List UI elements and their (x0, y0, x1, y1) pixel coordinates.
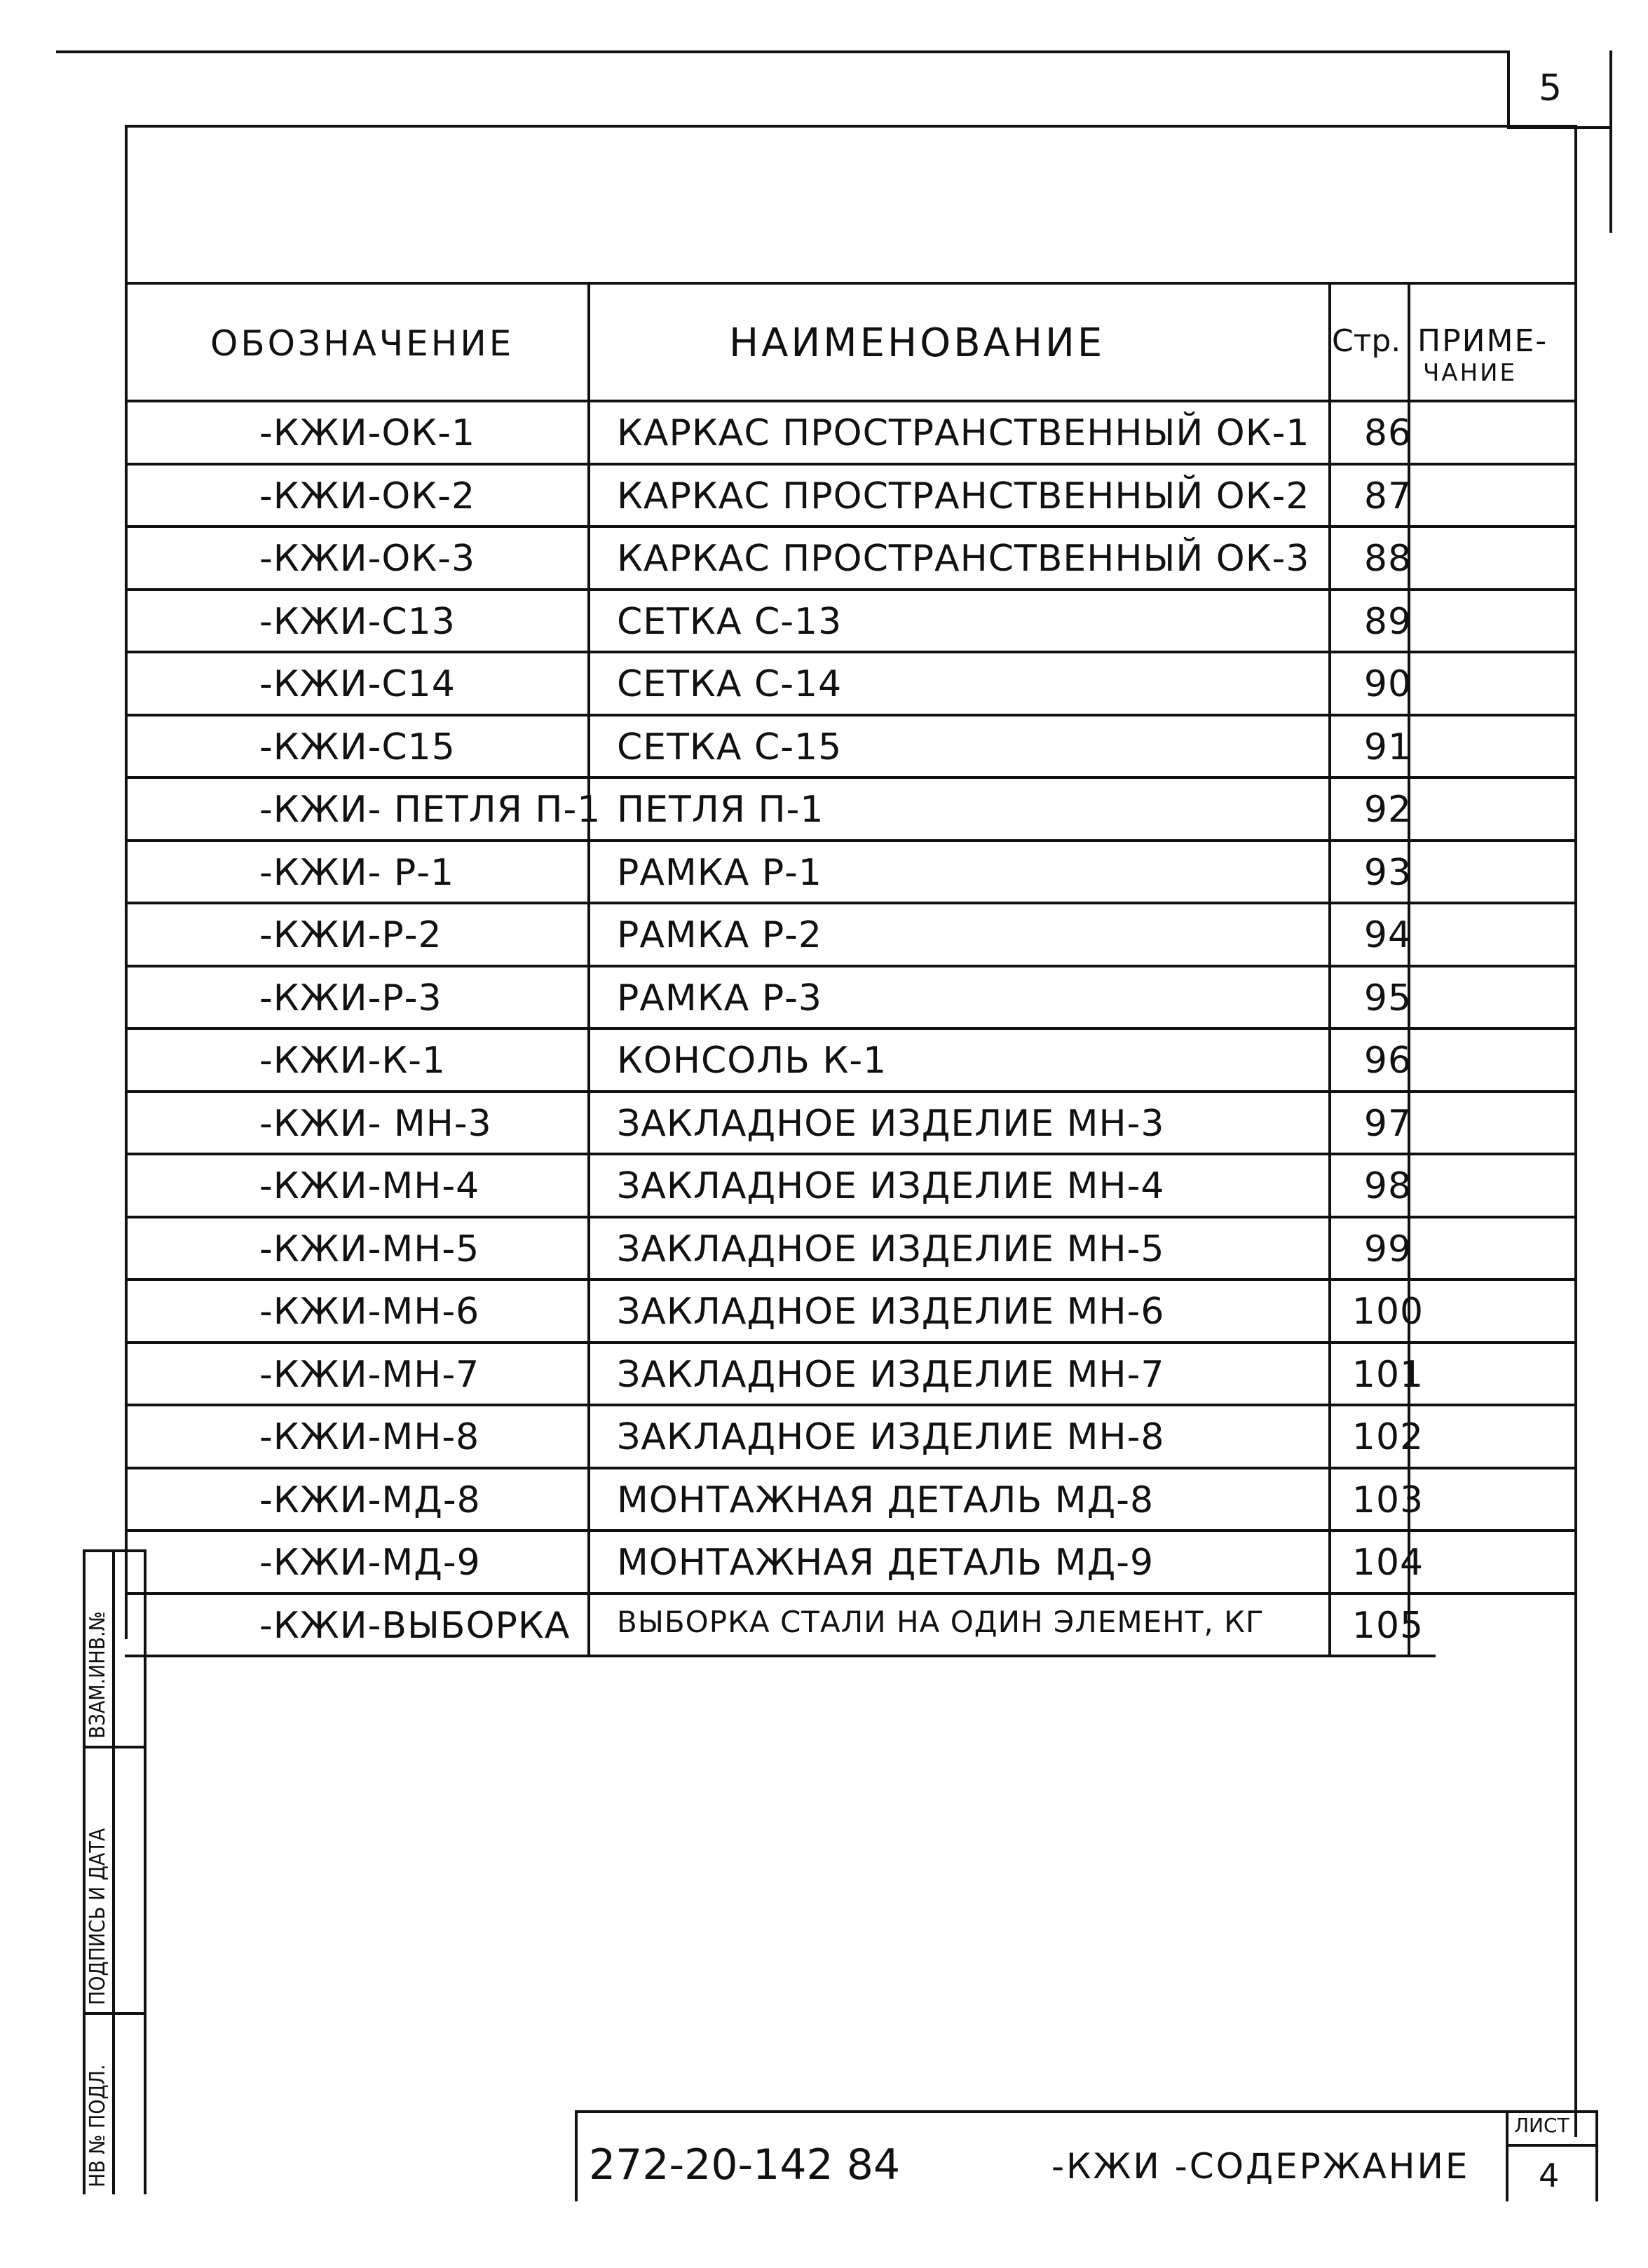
side-vzam-inv: ВЗАМ.ИНВ.№ (86, 1611, 110, 1739)
row-name: ЗАКЛАДНОЕ ИЗДЕЛИЕ МН-7 (617, 1353, 1165, 1396)
row-name: ВЫБОРКА СТАЛИ НА ОДИН ЭЛЕМЕНТ, КГ (617, 1604, 1265, 1639)
doc-title: -КЖИ -СОДЕРЖАНИЕ (1051, 2146, 1470, 2187)
row-designation: -КЖИ-МН-5 (259, 1228, 480, 1270)
sheet-value: 4 (1539, 2157, 1560, 2194)
side-inv-podl: НВ № ПОДЛ. (86, 2064, 110, 2187)
side-stamp-div2 (83, 2012, 146, 2015)
row-name: КАРКАС ПРОСТРАНСТВЕННЫЙ ОК-2 (617, 475, 1310, 517)
row-page: 89 (1363, 600, 1412, 643)
row-separator (125, 1592, 1577, 1595)
row-designation: -КЖИ-МН-4 (259, 1165, 480, 1207)
header-note-line1: ПРИМЕ- (1417, 323, 1548, 359)
row-name: ЗАКЛАДНОЕ ИЗДЕЛИЕ МН-8 (617, 1416, 1165, 1458)
row-separator (125, 525, 1577, 528)
row-name: ЗАКЛАДНОЕ ИЗДЕЛИЕ МН-6 (617, 1291, 1165, 1333)
row-separator (125, 1341, 1577, 1344)
row-page: 101 (1351, 1353, 1424, 1396)
title-block-sheet-divider (1506, 2144, 1597, 2147)
row-page: 100 (1351, 1291, 1424, 1333)
row-name: МОНТАЖНАЯ ДЕТАЛЬ МД-8 (617, 1479, 1155, 1521)
title-block-left (575, 2110, 578, 2201)
row-separator (125, 965, 1577, 967)
row-designation: -КЖИ- Р-1 (259, 851, 455, 894)
row-name: РАМКА Р-3 (617, 977, 823, 1019)
row-designation: -КЖИ-ОК-3 (259, 538, 476, 580)
row-page: 93 (1363, 851, 1412, 894)
row-separator (125, 839, 1577, 842)
sheet-number: 5 (1539, 67, 1562, 109)
row-page: 97 (1363, 1102, 1412, 1145)
side-stamp-mid (112, 1549, 115, 2194)
row-designation: -КЖИ-К-1 (259, 1040, 447, 1082)
header-page: Стр. (1332, 323, 1401, 359)
row-page: 92 (1363, 789, 1412, 831)
row-name: КАРКАС ПРОСТРАНСТВЕННЫЙ ОК-3 (617, 538, 1310, 580)
side-podpis-data: ПОДПИСЬ И ДАТА (86, 1828, 110, 2005)
row-page: 91 (1363, 726, 1412, 768)
col-divider-designation (587, 282, 590, 1656)
row-name: КОНСОЛЬ К-1 (617, 1040, 887, 1082)
header-note-line2: ЧАНИЕ (1423, 359, 1518, 387)
col-divider-name (1328, 282, 1331, 1656)
row-designation: -КЖИ-ОК-2 (259, 475, 476, 517)
row-separator (125, 1153, 1577, 1155)
row-designation: -КЖИ-С13 (259, 600, 456, 643)
row-separator (125, 902, 1577, 904)
row-name: ЗАКЛАДНОЕ ИЗДЕЛИЕ МН-5 (617, 1228, 1165, 1270)
row-name: СЕТКА С-14 (617, 663, 843, 705)
side-stamp-top (83, 1549, 146, 1552)
row-separator (125, 714, 1577, 717)
row-page: 87 (1363, 475, 1412, 517)
row-name: МОНТАЖНАЯ ДЕТАЛЬ МД-9 (617, 1542, 1155, 1584)
side-stamp-div1 (83, 1746, 146, 1748)
row-page: 86 (1363, 412, 1412, 454)
sheet-number-box-right (1609, 50, 1612, 233)
row-designation: -КЖИ-МД-9 (259, 1542, 481, 1584)
row-name: ПЕТЛЯ П-1 (617, 789, 824, 831)
header-designation: ОБОЗНАЧЕНИЕ (210, 323, 515, 364)
row-separator (125, 1278, 1577, 1281)
row-name: ЗАКЛАДНОЕ ИЗДЕЛИЕ МН-3 (617, 1102, 1165, 1145)
row-separator (125, 1467, 1577, 1469)
row-name: РАМКА Р-1 (617, 851, 823, 894)
row-designation: -КЖИ-ВЫБОРКА (259, 1604, 571, 1647)
row-separator (125, 651, 1577, 653)
row-name: РАМКА Р-2 (617, 914, 823, 956)
row-designation: -КЖИ-Р-3 (259, 977, 442, 1019)
row-separator (125, 588, 1577, 591)
row-page: 105 (1351, 1604, 1424, 1647)
doc-number: 272-20-142 84 (589, 2140, 901, 2189)
row-name: КАРКАС ПРОСТРАНСТВЕННЫЙ ОК-1 (617, 412, 1310, 454)
row-designation: -КЖИ-МН-8 (259, 1416, 480, 1458)
title-block-top (575, 2110, 1598, 2113)
row-name: СЕТКА С-13 (617, 600, 843, 643)
row-separator (125, 1404, 1577, 1406)
row-separator (125, 1027, 1577, 1030)
row-designation: -КЖИ- ПЕТЛЯ П-1 (259, 789, 601, 831)
row-separator (125, 1216, 1577, 1218)
row-page: 96 (1363, 1040, 1412, 1082)
frame-top (125, 125, 1577, 128)
row-separator (125, 463, 1577, 466)
row-designation: -КЖИ-С14 (259, 663, 456, 705)
row-page: 98 (1363, 1165, 1412, 1207)
header-name: НАИМЕНОВАНИЕ (729, 320, 1105, 366)
row-designation: -КЖИ- МН-3 (259, 1102, 492, 1145)
row-page: 94 (1363, 914, 1412, 956)
row-page: 104 (1351, 1542, 1424, 1584)
top-border-line (56, 50, 1507, 53)
row-designation: -КЖИ-МН-7 (259, 1353, 480, 1396)
row-name: ЗАКЛАДНОЕ ИЗДЕЛИЕ МН-4 (617, 1165, 1165, 1207)
row-page: 103 (1351, 1479, 1424, 1521)
row-page: 88 (1363, 538, 1412, 580)
row-page: 99 (1363, 1228, 1412, 1270)
title-block-sheet-left (1506, 2110, 1509, 2201)
row-separator (125, 1090, 1577, 1093)
row-designation: -КЖИ-МН-6 (259, 1291, 480, 1333)
title-block-right (1595, 2110, 1598, 2201)
sheet-label: ЛИСТ (1514, 2114, 1569, 2137)
sheet-number-box-left (1507, 50, 1510, 128)
row-page: 95 (1363, 977, 1412, 1019)
row-separator (125, 1529, 1577, 1532)
side-stamp-right (144, 1549, 147, 2194)
row-name: СЕТКА С-15 (617, 726, 843, 768)
table-header-top (125, 282, 1577, 285)
frame-right (1574, 125, 1577, 2137)
row-designation: -КЖИ-Р-2 (259, 914, 442, 956)
row-page: 90 (1363, 663, 1412, 705)
row-page: 102 (1351, 1416, 1424, 1458)
row-designation: -КЖИ-МД-8 (259, 1479, 481, 1521)
row-separator (125, 776, 1577, 779)
frame-left (125, 125, 128, 1639)
row-separator (125, 1655, 1436, 1657)
row-designation: -КЖИ-С15 (259, 726, 456, 768)
row-designation: -КЖИ-ОК-1 (259, 412, 476, 454)
table-header-bottom (125, 400, 1577, 402)
